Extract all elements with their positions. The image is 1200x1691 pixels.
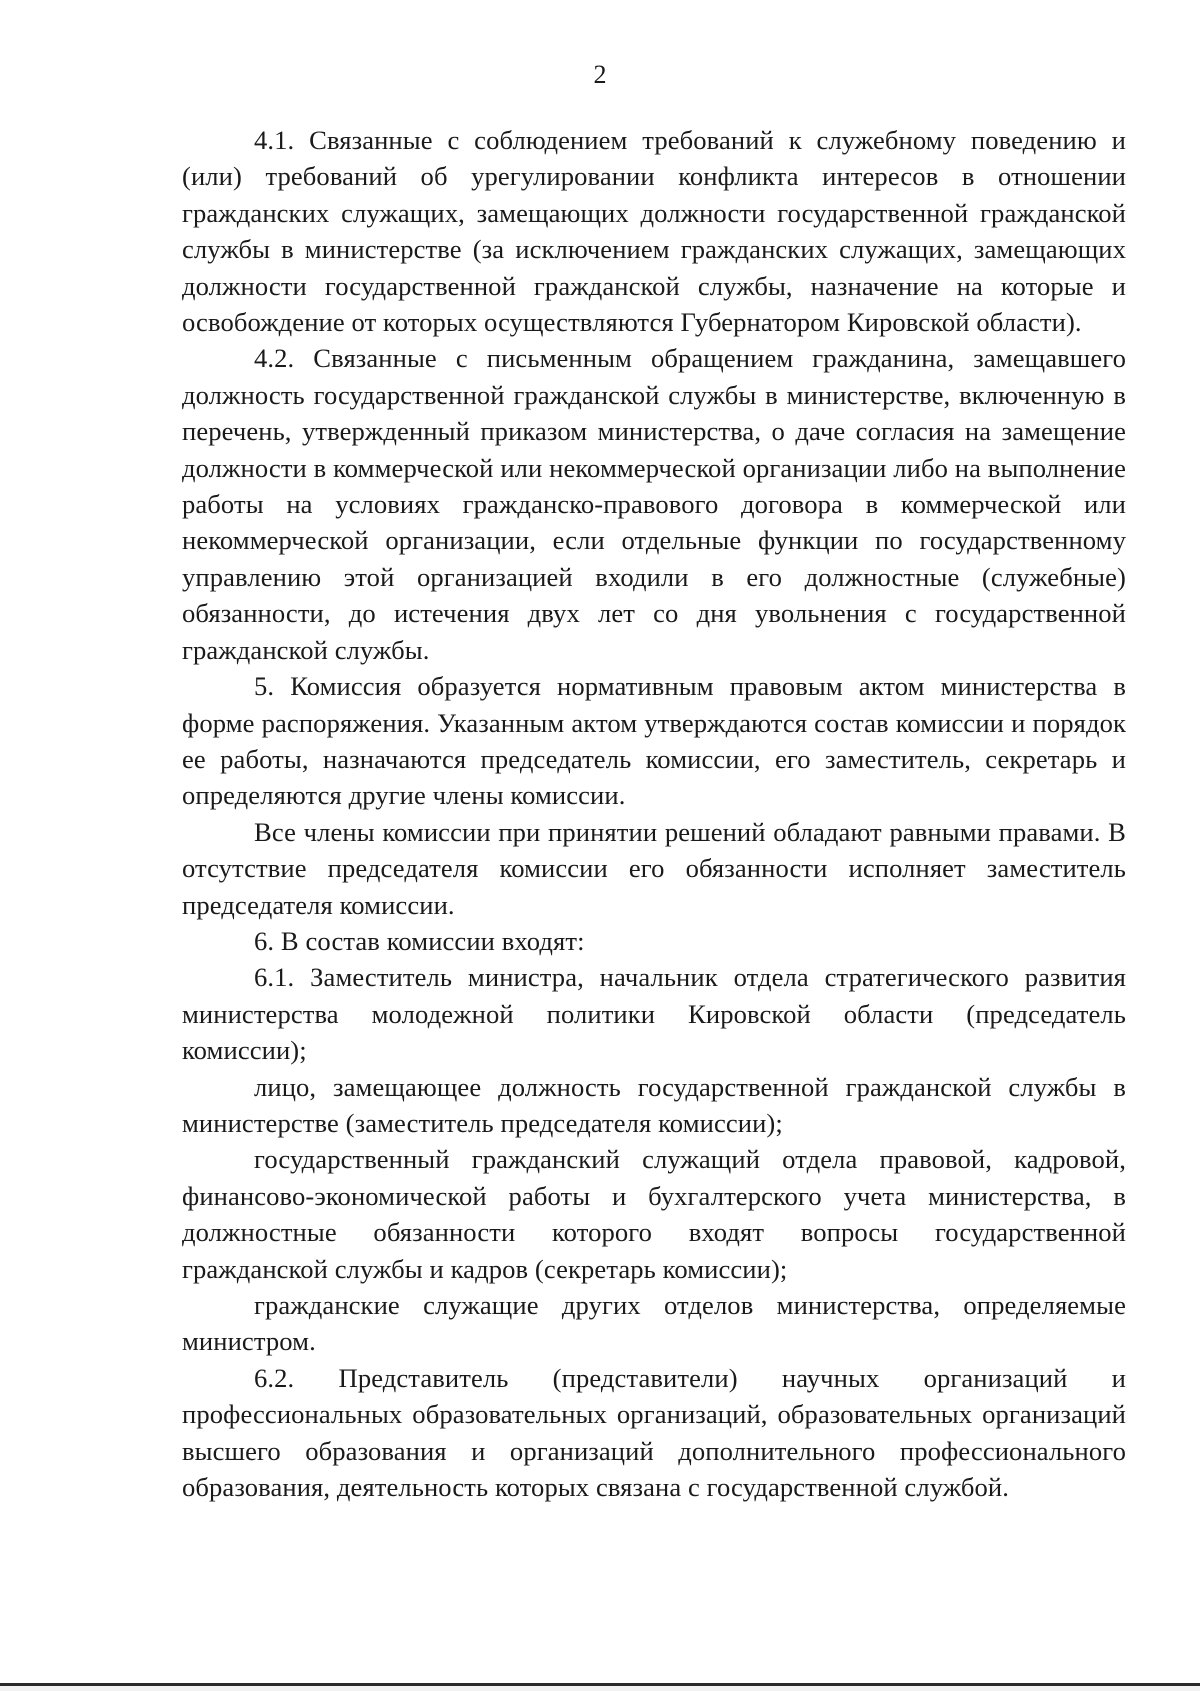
page-number: 2 [593, 60, 607, 89]
scan-bottom-shadow [0, 1686, 1200, 1691]
paragraph-6-1-secretary: государственный гражданский служащий отдела правовой, кадровой, финансово-экономической работы и бухгалтерского учета министерства, в должностные обязанности которого входят вопросы государственной гражданской службы и кадров (секретарь комиссии); [182, 1144, 1126, 1284]
paragraph-4-2: 4.2. Связанные с письменным обращением гражданина, замещавшего должность государственной гражданской службы в министерстве, включенную в перечень, утвержденный приказом министерства, о даче согласия на замещение должности в коммерческой или некоммерческой организации либо на выполнение работы на условиях гражданско-правового договора в коммерческой или некоммерческой организации, если отдельные функции по государственному управлению этой организацией входили в его должностные (служебные) обязанности, до истечения двух лет со дня увольнения с государственной гражданской службы. [182, 343, 1126, 665]
paragraph-6-1-deputy: лицо, замещающее должность государственной гражданской службы в министерстве (заместитель председателя комиссии); [182, 1071, 1126, 1138]
paragraph-6: 6. В состав комиссии входят: [254, 925, 585, 956]
paragraph-6-1-other-members: гражданские служащие других отделов министерства, определяемые министром. [182, 1290, 1126, 1357]
paragraph-6-1: 6.1. Заместитель министра, начальник отдела стратегического развития министерства молодежной политики Кировской области (председатель комиссии); [182, 962, 1126, 1066]
paragraph-4-1: 4.1. Связанные с соблюдением требований к служебному поведению и (или) требований об урегулировании конфликта интересов в отношении гражданских служащих, замещающих должности государственной гражданской службы в министерстве (за исключением гражданских служащих, замещающих должности государственной гражданской службы, назначение на которые и освобождение от которых осуществляются Губернатором Кировской области). [182, 125, 1126, 338]
paragraph-6-2: 6.2. Представитель (представители) научных организаций и профессиональных образовательных организаций, образовательных организаций высшего образования и организаций дополнительного профессионального образования, деятельность которых связана с государственной службой. [182, 1362, 1126, 1503]
paragraph-5-members: Все члены комиссии при принятии решений обладают равными правами. В отсутствие председателя комиссии его обязанности исполняет заместитель председателя комиссии. [182, 816, 1126, 920]
document-body [182, 122, 1126, 1505]
paragraph-5: 5. Комиссия образуется нормативным правовым актом министерства в форме распоряжения. Указанным актом утверждаются состав комиссии и порядок ее работы, назначаются председатель комиссии, его заместитель, секретарь и определяются другие члены комиссии. [182, 671, 1126, 811]
